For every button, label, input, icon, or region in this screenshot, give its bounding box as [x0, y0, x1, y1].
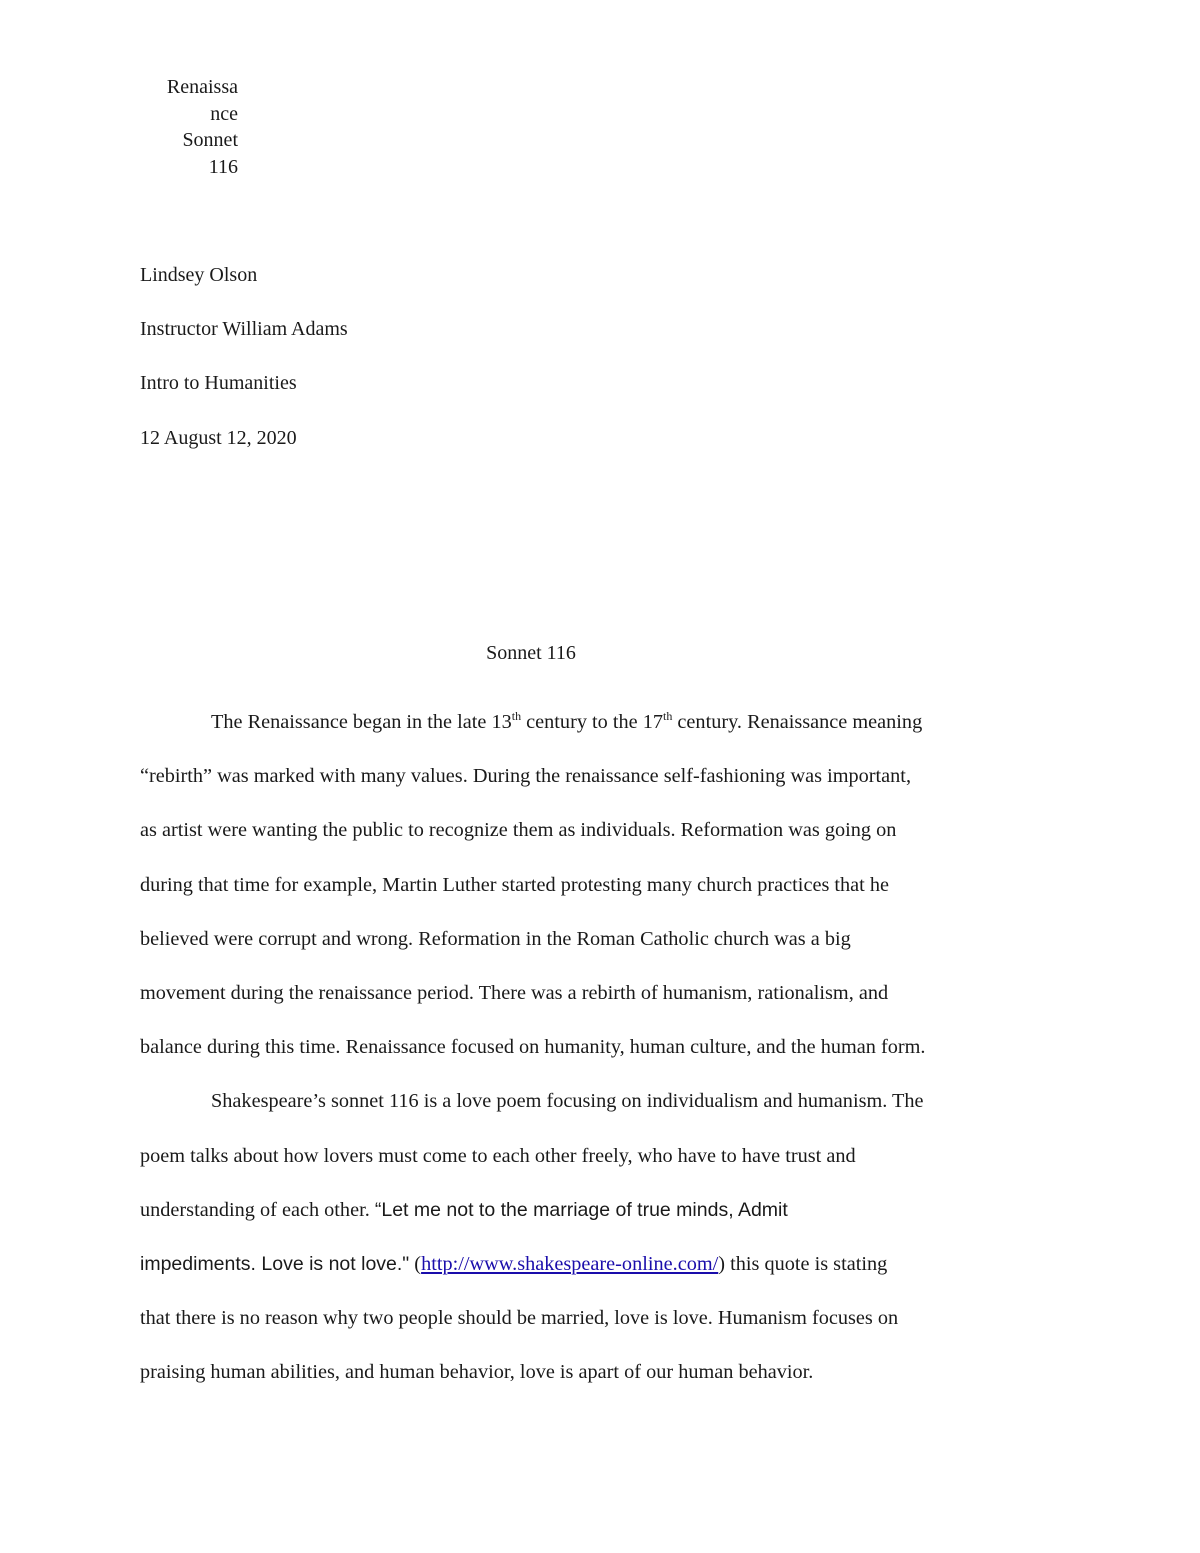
paragraph-line: “rebirth” was marked with many values. During the renaissance self-fashioning was important, — [140, 765, 912, 788]
paragraph-line: understanding of each other. “Let me not to the marriage of true minds, Admit — [140, 1198, 788, 1221]
paragraph-2 — [140, 1074, 1055, 1399]
course-name: Intro to Humanities — [140, 372, 297, 394]
paragraph-line: as artist were wanting the public to recognize them as individuals. Reformation was going on — [140, 819, 897, 842]
source-link[interactable]: http://www.shakespeare-online.com/ — [421, 1253, 719, 1276]
paragraph-line: poem talks about how lovers must come to each other freely, who have to have trust and — [140, 1144, 856, 1167]
header-line: Renaissa — [166, 76, 238, 98]
paragraph-line: The Renaissance began in the late 13th century to the 17th century. Renaissance meaning — [211, 709, 923, 733]
header-line: nce — [210, 102, 238, 125]
sonnet-quote: impediments. Love is not love." — [140, 1253, 410, 1276]
sonnet-quote: “Let me not to the marriage of true minds, Admit — [374, 1198, 788, 1221]
paragraph-1 — [140, 695, 1055, 1074]
paragraph-line: praising human abilities, and human behavior, love is apart of our human behavior. — [140, 1361, 814, 1384]
author-name: Lindsey Olson — [140, 264, 258, 286]
running-header — [130, 74, 238, 180]
paragraph-line: movement during the renaissance period. There was a rebirth of humanism, rationalism, and — [140, 982, 889, 1005]
paragraph-line: Shakespeare’s sonnet 116 is a love poem focusing on individualism and humanism. The — [211, 1090, 924, 1113]
paragraph-line: believed were corrupt and wrong. Reformation in the Roman Catholic church was a big — [140, 927, 851, 950]
header-line: 116 — [208, 155, 238, 178]
essay-body — [140, 695, 1055, 1400]
paragraph-line: that there is no reason why two people should be married, love is love. Humanism focuses on — [140, 1307, 899, 1330]
paragraph-line: impediments. Love is not love." (http://www.shakespeare-online.com/) this quote is stating — [140, 1253, 888, 1276]
paragraph-line: balance during this time. Renaissance focused on humanity, human culture, and the human form. — [140, 1036, 926, 1059]
header-line: Sonnet — [182, 129, 238, 151]
paper-date: 12 August 12, 2020 — [140, 427, 297, 449]
paragraph-line: during that time for example, Martin Luther started protesting many church practices that he — [140, 873, 890, 896]
instructor-name: Instructor William Adams — [140, 318, 348, 340]
paper-title: Sonnet 116 — [486, 642, 576, 664]
